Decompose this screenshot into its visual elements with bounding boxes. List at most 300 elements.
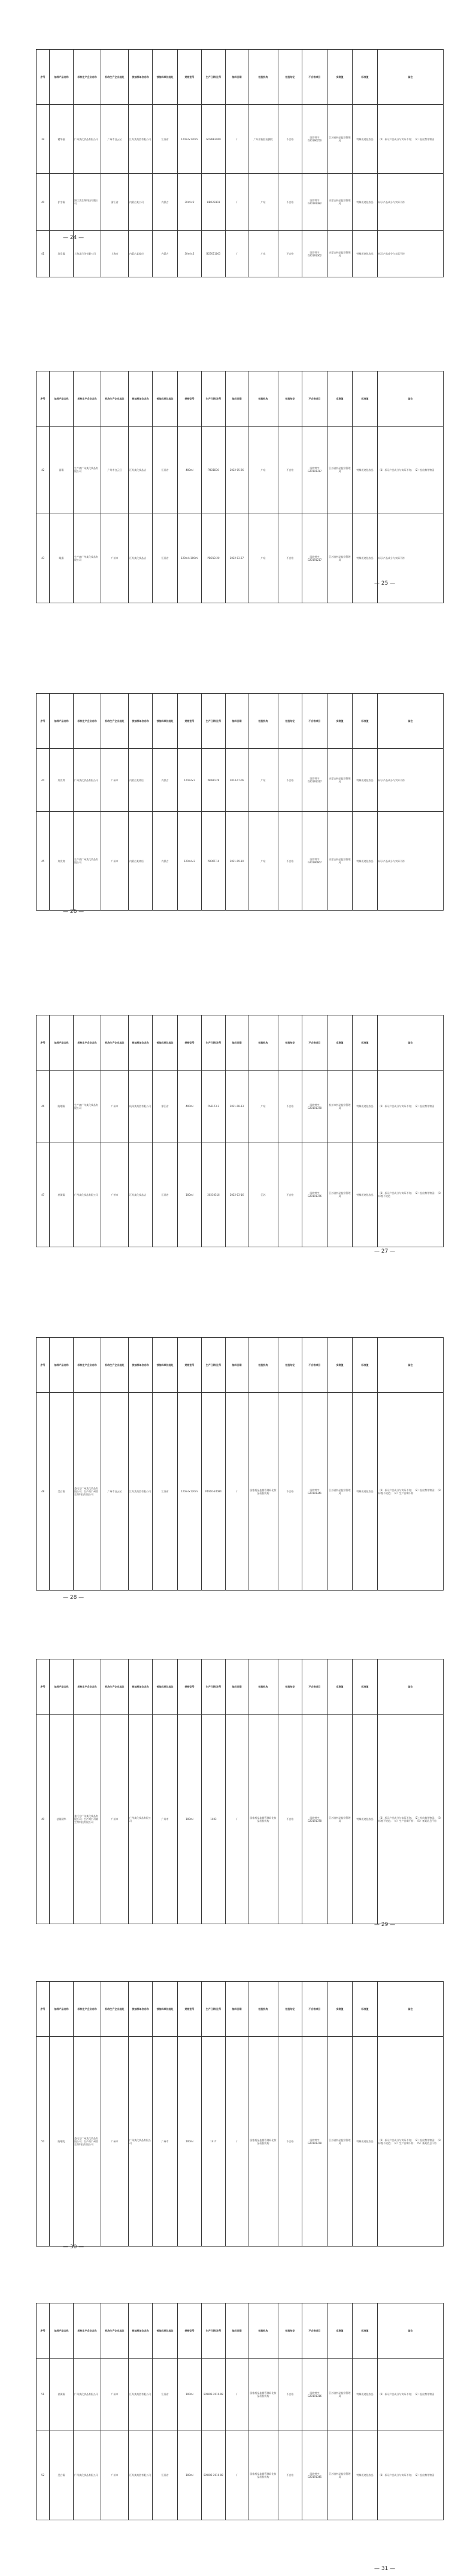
- column-header-seller-address: 被抽样单位地址: [153, 1338, 178, 1393]
- cell-seller-address: 广州市: [153, 2037, 178, 2247]
- cell-result: 不合格: [278, 2037, 302, 2247]
- cell-product-name: 美白霜: [50, 1393, 74, 1591]
- column-header-measured-value: 实测值: [327, 1338, 353, 1393]
- cell-measured-value: 江苏省药品监督管理局: [327, 2430, 353, 2520]
- cell-maker-name: 浙江某生物科技有限公司: [74, 174, 101, 231]
- inspection-table: [36, 1337, 444, 1591]
- cell-spec: 100ml: [178, 2430, 202, 2520]
- cell-sample-date: /: [226, 1393, 248, 1591]
- column-header-spec: 规格型号: [178, 371, 202, 427]
- cell-result: 不合格: [278, 105, 302, 174]
- cell-maker-name: 委托方广州某化妆品有限公司；生产商广州某生物科技有限公司: [74, 1715, 101, 1924]
- cell-standard-value: 特殊用途化妆品: [353, 513, 378, 603]
- column-header-maker-address: 标称生产企业地址: [101, 1015, 129, 1071]
- cell-standard-value: 特殊用途化妆品: [353, 1142, 378, 1247]
- cell-measured-value: 内蒙古药品监督管理局: [327, 231, 353, 277]
- cell-seller-name: 内蒙古某商店: [129, 812, 153, 911]
- column-header-standard-value: 标准值: [353, 1982, 378, 2037]
- cell-measured-value: 内蒙古药品监督管理局: [327, 174, 353, 231]
- column-header-seller-name: 被抽样单位名称: [129, 1659, 153, 1715]
- page-number: — 30 —: [63, 2244, 84, 2250]
- column-header-result: 检验结论: [278, 371, 302, 427]
- column-header-seq: 序号: [37, 371, 50, 427]
- cell-seq: 39: [37, 105, 50, 174]
- column-header-seller-address: 被抽样单位地址: [153, 371, 178, 427]
- cell-spec: 120ml×2: [178, 749, 202, 812]
- column-header-maker-name: 标称生产企业名称: [74, 50, 101, 105]
- cell-seller-address: 江苏省: [153, 513, 178, 603]
- cell-seq: 49: [37, 1715, 50, 1924]
- inspection-table: [36, 1659, 444, 1924]
- cell-maker-name: 生产商广州某化妆品有限公司: [74, 427, 101, 513]
- column-header-sample-date: 抽样日期: [226, 1659, 248, 1715]
- header-row: [37, 694, 444, 749]
- cell-fail-item: 国妆特字G20191376: [302, 1142, 327, 1247]
- cell-fail-item: 国妆特字G20191317: [302, 749, 327, 812]
- cell-lab: 国家药品监督管理局化妆品检验机构: [248, 2037, 278, 2247]
- cell-spec: 30ml×2: [178, 231, 202, 277]
- table-row: [37, 2359, 444, 2430]
- cell-seller-address: 江苏省: [153, 1142, 178, 1247]
- cell-sample-date: /: [226, 2037, 248, 2247]
- column-header-maker-name: 标称生产企业名称: [74, 1659, 101, 1715]
- column-header-standard-value: 标准值: [353, 1015, 378, 1071]
- column-header-lab: 检验机构: [248, 50, 278, 105]
- cell-maker-name: 广州某化妆品有限公司: [74, 749, 101, 812]
- cell-sample-date: 2021-09-10: [226, 812, 248, 911]
- column-header-maker-name: 标称生产企业名称: [74, 694, 101, 749]
- column-header-product-name: 抽样产品名称: [50, 1338, 74, 1393]
- column-header-spec: 规格型号: [178, 2303, 202, 2359]
- column-header-lab: 检验机构: [248, 1982, 278, 2037]
- column-header-seller-name: 被抽样单位名称: [129, 1982, 153, 2037]
- column-header-seller-address: 被抽样单位地址: [153, 1659, 178, 1715]
- cell-maker-address: 浙江省: [101, 174, 129, 231]
- cell-spec: 120ml×100ml: [178, 513, 202, 603]
- inspection-table: [36, 693, 444, 911]
- page-number: — 29 —: [374, 1922, 396, 1928]
- cell-maker-name: 委托方广州某化妆品有限公司；生产商广州某生物科技有限公司: [74, 1393, 101, 1591]
- table-row: [37, 174, 444, 231]
- cell-standard-value: 特殊用途化妆品: [353, 1715, 378, 1924]
- column-header-fail-item: 不合格项目: [302, 371, 327, 427]
- cell-remark: 标示产品成分与实际不符: [378, 749, 444, 812]
- cell-seq: 41: [37, 231, 50, 277]
- column-header-product-name: 抽样产品名称: [50, 50, 74, 105]
- cell-spec: 120ml×120ml: [178, 105, 202, 174]
- column-header-seller-name: 被抽样单位名称: [129, 694, 153, 749]
- cell-maker-address: 广州市白云区: [101, 427, 129, 513]
- column-header-lab: 检验机构: [248, 1015, 278, 1071]
- cell-maker-name: 生产商广州某化妆品有限公司: [74, 812, 101, 911]
- cell-result: 不合格: [278, 1142, 302, 1247]
- cell-result: 不合格: [278, 749, 302, 812]
- cell-batch: 20210316: [202, 1142, 226, 1247]
- column-header-remark: 备注: [378, 694, 444, 749]
- cell-standard-value: 特殊用途化妆品: [353, 749, 378, 812]
- column-header-seq: 序号: [37, 1338, 50, 1393]
- cell-maker-address: 上海市: [101, 231, 129, 277]
- cell-seller-name: 江苏某商贸有限公司: [129, 2359, 153, 2430]
- column-header-sample-date: 抽样日期: [226, 371, 248, 427]
- cell-result: 不合格: [278, 513, 302, 603]
- cell-seller-name: 广州某化妆品有限公司: [129, 2037, 153, 2247]
- cell-remark: （1）标示产品成分与实际不符；（2）检出禁用物质: [378, 2430, 444, 2520]
- column-header-product-name: 抽样产品名称: [50, 694, 74, 749]
- cell-remark: 标示产品成分与实际不符: [378, 231, 444, 277]
- cell-maker-name: 生产商广州某化妆品有限公司: [74, 1071, 101, 1142]
- cell-seq: 42: [37, 427, 50, 513]
- cell-standard-value: 特殊用途化妆品: [353, 812, 378, 911]
- column-header-seller-name: 被抽样单位名称: [129, 50, 153, 105]
- cell-fail-item: 国妆特字G20191378: [302, 1071, 327, 1142]
- cell-measured-value: 江苏省药品监督管理局: [327, 427, 353, 513]
- cell-fail-item: 国妆特字G20190667: [302, 812, 327, 911]
- cell-measured-value: 江苏省药品监督管理局: [327, 513, 353, 603]
- column-header-product-name: 抽样产品名称: [50, 1015, 74, 1071]
- table-row: [37, 1715, 444, 1924]
- column-header-seq: 序号: [37, 1659, 50, 1715]
- column-header-maker-address: 标称生产企业地址: [101, 2303, 129, 2359]
- cell-fail-item: 国妆特字G20191341: [302, 1393, 327, 1591]
- cell-seller-address: 江苏省: [153, 1393, 178, 1591]
- cell-seller-address: 浙江省: [153, 1071, 178, 1142]
- cell-remark: （1）标示产品成分与实际不符；（2）检出禁用物质；（3）标签不规范；（4）生产日期不符；（5）备案信息不符: [378, 1715, 444, 1924]
- inspection-table: [36, 49, 444, 277]
- cell-product-name: 防晒乳: [50, 2037, 74, 2247]
- cell-seq: 52: [37, 2430, 50, 2520]
- cell-standard-value: 特殊用途化妆品: [353, 1393, 378, 1591]
- cell-maker-name: 广州某化妆品有限公司: [74, 2430, 101, 2520]
- column-header-remark: 备注: [378, 2303, 444, 2359]
- cell-seller-name: 江苏某商贸有限公司: [129, 105, 153, 174]
- cell-maker-address: 广州市: [101, 1142, 129, 1247]
- cell-seller-address: 内蒙古: [153, 231, 178, 277]
- column-header-fail-item: 不合格项目: [302, 694, 327, 749]
- cell-maker-address: 广州市白云区: [101, 105, 129, 174]
- table-row: [37, 1393, 444, 1591]
- cell-result: 不合格: [278, 1715, 302, 1924]
- column-header-sample-date: 抽样日期: [226, 50, 248, 105]
- cell-sample-date: 2014-07-06: [226, 749, 248, 812]
- cell-seq: 48: [37, 1393, 50, 1591]
- cell-batch: BXHO2-2010-08: [202, 2430, 226, 2520]
- column-header-result: 检验结论: [278, 1659, 302, 1715]
- cell-seq: 40: [37, 174, 50, 231]
- column-header-fail-item: 不合格项目: [302, 1338, 327, 1393]
- cell-sample-date: /: [226, 2430, 248, 2520]
- cell-fail-item: 国妆特字G20191362: [302, 231, 327, 277]
- cell-batch: 1403: [202, 1715, 226, 1924]
- column-header-spec: 规格型号: [178, 1659, 202, 1715]
- table-row: [37, 2430, 444, 2520]
- cell-seller-address: 江苏省: [153, 105, 178, 174]
- inspection-table: [36, 371, 444, 603]
- column-header-result: 检验结论: [278, 50, 302, 105]
- cell-sample-date: 2022-05-26: [226, 427, 248, 513]
- cell-sample-date: /: [226, 231, 248, 277]
- column-header-result: 检验结论: [278, 2303, 302, 2359]
- cell-seller-name: 内蒙古某超市: [129, 231, 153, 277]
- cell-seller-address: 江苏省: [153, 2430, 178, 2520]
- cell-lab: 国家药品监督管理局化妆品检验机构: [248, 2359, 278, 2430]
- cell-product-name: 祛斑霜: [50, 1142, 74, 1247]
- cell-seller-address: 江苏省: [153, 2359, 178, 2430]
- cell-seller-name: 杭州某商贸有限公司: [129, 1071, 153, 1142]
- cell-fail-item: 国妆特字G20191317: [302, 427, 327, 513]
- cell-batch: PBO6T-14: [202, 812, 226, 911]
- cell-product-name: 染发剂: [50, 812, 74, 911]
- column-header-lab: 检验机构: [248, 694, 278, 749]
- report-page: [0, 2254, 455, 2575]
- column-header-batch: 生产日期/批号: [202, 694, 226, 749]
- table-row: [37, 1142, 444, 1247]
- header-row: [37, 2303, 444, 2359]
- cell-spec: 120ml×2: [178, 812, 202, 911]
- report-page: [0, 966, 455, 1287]
- cell-fail-item: 国妆特字G20191378: [302, 1715, 327, 1924]
- cell-measured-value: 江苏省药品监督管理局: [327, 1142, 353, 1247]
- cell-lab: 广东: [248, 749, 278, 812]
- cell-product-name: 祛斑霜: [50, 2359, 74, 2430]
- column-header-batch: 生产日期/批号: [202, 1659, 226, 1715]
- cell-maker-address: 广州市: [101, 2037, 129, 2247]
- column-header-seller-name: 被抽样单位名称: [129, 371, 153, 427]
- cell-seller-name: 江苏某商贸有限公司: [129, 2430, 153, 2520]
- cell-result: 不合格: [278, 1393, 302, 1591]
- page-number: — 26 —: [63, 909, 84, 915]
- cell-fail-item: 国妆特字G20191345: [302, 2430, 327, 2520]
- column-header-standard-value: 标准值: [353, 694, 378, 749]
- column-header-lab: 检验机构: [248, 2303, 278, 2359]
- cell-batch: 1417: [202, 2037, 226, 2247]
- column-header-spec: 规格型号: [178, 50, 202, 105]
- column-header-maker-name: 标称生产企业名称: [74, 1015, 101, 1071]
- column-header-product-name: 抽样产品名称: [50, 1982, 74, 2037]
- cell-spec: 100ml: [178, 1142, 202, 1247]
- cell-sample-date: /: [226, 1715, 248, 1924]
- cell-result: 不合格: [278, 2359, 302, 2430]
- cell-seller-name: 广州某化妆品有限公司: [129, 1715, 153, 1924]
- cell-sample-date: /: [226, 105, 248, 174]
- table-row: [37, 812, 444, 911]
- column-header-seller-address: 被抽样单位地址: [153, 2303, 178, 2359]
- column-header-maker-name: 标称生产企业名称: [74, 2303, 101, 2359]
- cell-seller-address: 内蒙古: [153, 749, 178, 812]
- column-header-product-name: 抽样产品名称: [50, 2303, 74, 2359]
- cell-maker-name: 委托方广州某化妆品有限公司；生产商广州某生物科技有限公司: [74, 2037, 101, 2247]
- column-header-batch: 生产日期/批号: [202, 50, 226, 105]
- table-row: [37, 1071, 444, 1142]
- column-header-seq: 序号: [37, 1015, 50, 1071]
- cell-seq: 43: [37, 513, 50, 603]
- cell-remark: （1）标示产品成分与实际不符；（2）检出禁用物质；（3）标签不规范；（4）生产日期不符: [378, 1393, 444, 1591]
- cell-seq: 50: [37, 2037, 50, 2247]
- cell-seller-name: 内蒙古某公司: [129, 174, 153, 231]
- cell-fail-item: 国妆特字G20190250: [302, 105, 327, 174]
- cell-sample-date: /: [226, 2359, 248, 2430]
- column-header-sample-date: 抽样日期: [226, 2303, 248, 2359]
- cell-maker-name: 生产商广州某化妆品有限公司: [74, 513, 101, 603]
- column-header-maker-name: 标称生产企业名称: [74, 1338, 101, 1393]
- column-header-lab: 检验机构: [248, 371, 278, 427]
- cell-sample-date: 2022-03-16: [226, 1142, 248, 1247]
- cell-result: 不合格: [278, 2430, 302, 2520]
- cell-lab: 国家药品监督管理局化妆品检验机构: [248, 1393, 278, 1591]
- column-header-maker-address: 标称生产企业地址: [101, 1982, 129, 2037]
- cell-result: 不合格: [278, 812, 302, 911]
- cell-spec: 100ml: [178, 1715, 202, 1924]
- report-page: [0, 1610, 455, 1931]
- column-header-remark: 备注: [378, 1982, 444, 2037]
- column-header-sample-date: 抽样日期: [226, 1982, 248, 2037]
- column-header-maker-address: 标称生产企业地址: [101, 1338, 129, 1393]
- cell-maker-address: 广州市: [101, 2430, 129, 2520]
- cell-remark: （1）标示产品成分与实际不符；（2）检出禁用物质: [378, 427, 444, 513]
- page-number: — 25 —: [374, 580, 396, 586]
- cell-fail-item: 国妆特字G20191378: [302, 2037, 327, 2247]
- cell-lab: 广东: [248, 1071, 278, 1142]
- cell-spec: 400ml: [178, 427, 202, 513]
- column-header-batch: 生产日期/批号: [202, 2303, 226, 2359]
- inspection-table: [36, 1981, 444, 2247]
- cell-lab: 广东: [248, 812, 278, 911]
- cell-batch: BXHO2-2010-08: [202, 2359, 226, 2430]
- table-row: [37, 513, 444, 603]
- cell-remark: 标示产品成分与实际不符: [378, 812, 444, 911]
- table-row: [37, 427, 444, 513]
- cell-measured-value: 江苏省药品监督管理局: [327, 1393, 353, 1591]
- column-header-remark: 备注: [378, 371, 444, 427]
- column-header-measured-value: 实测值: [327, 1659, 353, 1715]
- cell-standard-value: 特殊用途化妆品: [353, 105, 378, 174]
- cell-spec: 400ml: [178, 1071, 202, 1142]
- cell-spec: 100ml: [178, 2037, 202, 2247]
- column-header-lab: 检验机构: [248, 1659, 278, 1715]
- cell-remark: 标示产品成分与实际不符: [378, 174, 444, 231]
- column-header-remark: 备注: [378, 50, 444, 105]
- cell-seller-address: 内蒙古: [153, 174, 178, 231]
- column-header-seq: 序号: [37, 694, 50, 749]
- cell-seller-name: 江苏某化妆品店: [129, 513, 153, 603]
- cell-remark: （1）标示产品成分与实际不符；（2）检出禁用物质: [378, 105, 444, 174]
- cell-batch: PBAB0-26: [202, 749, 226, 812]
- column-header-measured-value: 实测值: [327, 694, 353, 749]
- report-page: [0, 1288, 455, 1610]
- column-header-batch: 生产日期/批号: [202, 371, 226, 427]
- column-header-measured-value: 实测值: [327, 2303, 353, 2359]
- cell-lab: 广东: [248, 513, 278, 603]
- cell-product-name: 美白霜: [50, 2430, 74, 2520]
- column-header-fail-item: 不合格项目: [302, 1982, 327, 2037]
- column-header-sample-date: 抽样日期: [226, 694, 248, 749]
- cell-standard-value: 特殊用途化妆品: [353, 174, 378, 231]
- column-header-batch: 生产日期/批号: [202, 1015, 226, 1071]
- cell-batch: BO7011003: [202, 231, 226, 277]
- cell-standard-value: 特殊用途化妆品: [353, 427, 378, 513]
- column-header-standard-value: 标准值: [353, 2303, 378, 2359]
- cell-measured-value: 内蒙古药品监督管理局: [327, 812, 353, 911]
- cell-maker-address: 广州市: [101, 1715, 129, 1924]
- cell-standard-value: 特殊用途化妆品: [353, 231, 378, 277]
- header-row: [37, 1982, 444, 2037]
- cell-product-name: 面霜: [50, 427, 74, 513]
- header-row: [37, 371, 444, 427]
- cell-product-name: 精华液: [50, 105, 74, 174]
- cell-sample-date: /: [226, 174, 248, 231]
- column-header-fail-item: 不合格项目: [302, 50, 327, 105]
- cell-seq: 45: [37, 812, 50, 911]
- cell-sample-date: 2022-03-27: [226, 513, 248, 603]
- cell-measured-value: 杭州市药品监督管理局: [327, 1071, 353, 1142]
- column-header-seq: 序号: [37, 1982, 50, 2037]
- column-header-product-name: 抽样产品名称: [50, 371, 74, 427]
- table-row: [37, 105, 444, 174]
- column-header-lab: 检验机构: [248, 1338, 278, 1393]
- column-header-maker-name: 标称生产企业名称: [74, 371, 101, 427]
- column-header-fail-item: 不合格项目: [302, 1015, 327, 1071]
- column-header-seller-address: 被抽样单位地址: [153, 694, 178, 749]
- cell-result: 不合格: [278, 427, 302, 513]
- column-header-batch: 生产日期/批号: [202, 1982, 226, 2037]
- cell-lab: 广东: [248, 427, 278, 513]
- column-header-seller-name: 被抽样单位名称: [129, 1015, 153, 1071]
- cell-seq: 46: [37, 1071, 50, 1142]
- header-row: [37, 1015, 444, 1071]
- report-page: [0, 644, 455, 966]
- cell-seller-name: 江苏某商贸有限公司: [129, 1393, 153, 1591]
- column-header-spec: 规格型号: [178, 694, 202, 749]
- cell-result: 不合格: [278, 1071, 302, 1142]
- cell-seller-address: 内蒙古: [153, 812, 178, 911]
- cell-maker-address: 广州市: [101, 513, 129, 603]
- cell-batch: HBO2B303: [202, 174, 226, 231]
- column-header-product-name: 抽样产品名称: [50, 1659, 74, 1715]
- column-header-result: 检验结论: [278, 694, 302, 749]
- cell-product-name: 眼霜: [50, 513, 74, 603]
- cell-lab: 国家药品监督管理局化妆品检验机构: [248, 2430, 278, 2520]
- cell-seller-name: 江苏某化妆品店: [129, 427, 153, 513]
- column-header-seller-address: 被抽样单位地址: [153, 1015, 178, 1071]
- cell-fail-item: 国妆特字G20191316: [302, 2359, 327, 2430]
- cell-fail-item: 国妆特字G20191217: [302, 513, 327, 603]
- column-header-result: 检验结论: [278, 1015, 302, 1071]
- column-header-seq: 序号: [37, 50, 50, 105]
- cell-seq: 47: [37, 1142, 50, 1247]
- cell-fail-item: 国妆特字G20191382: [302, 174, 327, 231]
- column-header-measured-value: 实测值: [327, 1982, 353, 2037]
- column-header-remark: 备注: [378, 1015, 444, 1071]
- cell-seller-address: 广州市: [153, 1715, 178, 1924]
- cell-batch: GO2BB3040: [202, 105, 226, 174]
- column-header-seller-name: 被抽样单位名称: [129, 1338, 153, 1393]
- cell-spec: 120ml×120ml: [178, 1393, 202, 1591]
- table-row: [37, 231, 444, 277]
- column-header-maker-address: 标称生产企业地址: [101, 1659, 129, 1715]
- cell-product-name: 祛斑精华: [50, 1715, 74, 1924]
- cell-product-name: 防晒霜: [50, 1071, 74, 1142]
- cell-remark: （1）标示产品成分与实际不符；（2）检出禁用物质: [378, 2359, 444, 2430]
- cell-standard-value: 特殊用途化妆品: [353, 2430, 378, 2520]
- cell-spec: 100ml: [178, 2359, 202, 2430]
- column-header-sample-date: 抽样日期: [226, 1015, 248, 1071]
- cell-result: 不合格: [278, 231, 302, 277]
- column-header-measured-value: 实测值: [327, 50, 353, 105]
- cell-spec: 30ml×2: [178, 174, 202, 231]
- report-page: [0, 322, 455, 643]
- cell-measured-value: 江苏省药品监督管理局: [327, 1715, 353, 1924]
- cell-standard-value: 特殊用途化妆品: [353, 1071, 378, 1142]
